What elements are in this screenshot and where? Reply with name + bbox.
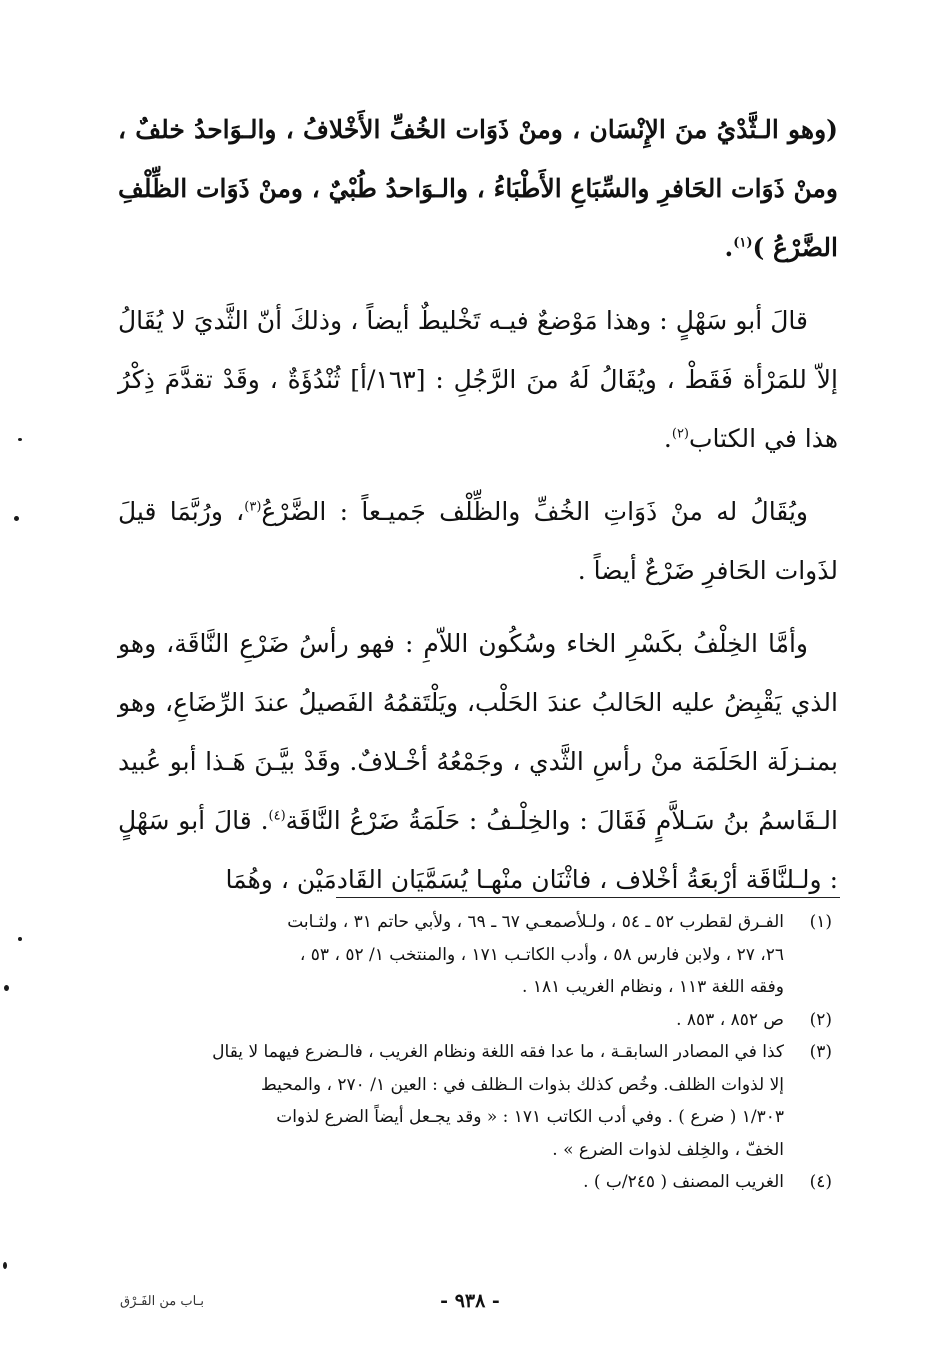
running-title: بـاب من الفَـرْق	[120, 1294, 204, 1309]
footnote-line: ٢٦، ٢٧ ، ولابن فارس ٥٨ ، وأدب الكاتـب ١٧١ ، والمنتخب ١/ ٥٢ ، ٥٣ ،	[299, 944, 784, 965]
scan-speck	[4, 985, 9, 991]
paragraph-text: ويُقَالُ له منْ ذَوَاتِ الخُفِّ والظِّلْف جَميـعاً : الضَّرْعُ	[261, 497, 808, 526]
paragraph-3	[118, 482, 838, 600]
footnote-number: (٤)	[809, 1172, 832, 1192]
footnote-4	[110, 1166, 832, 1199]
footnote-1	[110, 906, 832, 1004]
footnote-3	[110, 1036, 832, 1166]
paragraph-4	[118, 614, 838, 909]
footnote-number: (١)	[809, 912, 832, 932]
footnote-separator	[336, 897, 840, 898]
footnote-2	[110, 1004, 832, 1037]
paragraph-text: وأمَّا الخِلْفُ بكَسْرِ الخاء وسُكُون اللاّمِ : فهو رأسُ ضَرْعِ النَّاقَة، وهو الذي يَقْبِضُ عليه الحَالبُ عندَ الحَلْب، ويَلْتَقمُهُ الفَصيلُ عندَ الرِّضَاعِ، وهو بمنـزلَة الحَلَمَة منْ رأسِ الثَّدي ، وجَمْعُهُ أخْـلافٌ. وقَدْ بيَّـنَ هَـذا أبو عُبيد الـقَاسمُ بنُ سَـلاَّمٍ فَقَالَ : والخِلْـفُ : حَلَمَةُ ضَرْعُ النَّاقَة	[118, 629, 838, 835]
footnote-ref-3: (٣)	[244, 499, 262, 515]
footnote-line: الفـرق لقطرب ٥٢ ـ ٥٤ ، ولـلأصمعـي ٦٧ ـ ٦٩ ، ولأبي حاتم ٣١ ، ولثـابت	[287, 912, 784, 932]
scan-speck	[14, 516, 19, 521]
footnote-line: ١/٣٠٣ ( ضرع ) . وفي أدب الكاتب ١٧١ : « وقد يجـعل أيضاً الضرع لذوات	[276, 1107, 784, 1127]
footnote-line: الغريب المصنف ( ٢٤٥/ب ) .	[583, 1172, 784, 1192]
footnote-line: وفقه اللغة ١١٣ ، ونظام الغريب ١٨١ .	[522, 977, 784, 997]
footnote-ref-2: (٢)	[671, 426, 689, 442]
footnote-text	[110, 1166, 784, 1199]
paragraph-tail: . قالَ أبو سَهْلٍ : ولـلنَّاقَة أرْبعَةُ أخْلاف ، فاثْنَان منْهـا يُسَمَّيَان القَادمَيْن ، وهُمَا	[118, 806, 838, 894]
paragraph-tail: ، ورُبَّمَا قيلَ لذَوات الحَافرِ ضَرْعٌ أيضاً .	[118, 497, 838, 585]
footnote-text	[110, 906, 784, 1004]
paragraph-2	[118, 291, 838, 468]
footnote-text	[110, 1036, 784, 1166]
footnote-number: (٣)	[809, 1042, 832, 1062]
footnote-text	[110, 1004, 784, 1037]
footnote-ref-4: (٤)	[268, 808, 286, 824]
paragraph-1	[118, 100, 838, 277]
paragraph-text: قالَ أبو سَهْلٍ : وهذا مَوْضعٌ فيـه تَخْليطٌ أيضاً ، وذلكَ أنّ الثَّديَ لا يُقَالُ إلاّ للمَرْأة فَقَطْ ، ويُقَالُ لَهُ منَ الرَّجُلِ : [١٦٣/أ] ثُنْدُؤَةٌ ، وقَدْ تقدَّمَ ذِكْرُ هذا في الكتاب	[118, 306, 838, 453]
page-footer	[0, 1290, 936, 1320]
footnote-number: (٢)	[809, 1009, 832, 1030]
footnote-line: إلا لذوات الظلف. وخُص كذلك بذوات الـظلف في : العين ١/ ٢٧٠ ، والمحيط	[260, 1074, 784, 1095]
scan-speck	[18, 937, 22, 941]
page-number: - ٩٣٨ -	[440, 1290, 500, 1312]
footnote-line: الخفّ ، والخِلف لذوات الضرع » .	[552, 1139, 784, 1160]
paragraph-text: (وهو الـثَّدْيُ منَ الإِنْسَان ، ومنْ ذَوَات الخُفِّ الأَخْلافُ ، والـوَاحدُ خلفٌ ، ومنْ ذَوَات الحَافرِ والسِّبَاعِ الأَطْبَاءُ ، والـوَاحدُ طُبْيٌ ، ومنْ ذَوَات الظِّلْفِ الضَّرْعُ )	[118, 115, 838, 262]
footnote-ref-1: (١)	[733, 235, 753, 251]
paragraph-tail: .	[663, 424, 672, 453]
paragraph-tail: .	[724, 233, 734, 262]
scan-speck	[18, 438, 22, 441]
main-text	[118, 100, 838, 923]
footnotes	[110, 906, 832, 1199]
footnote-line: ص ٨٥٢ ، ٨٥٣ .	[676, 1009, 784, 1030]
scan-speck	[3, 1262, 7, 1269]
footnote-line: كذا في المصادر السابقـة ، ما عدا فقه اللغة ونظام الغريب ، فالـضرع فيهما لا يقال	[212, 1042, 784, 1062]
